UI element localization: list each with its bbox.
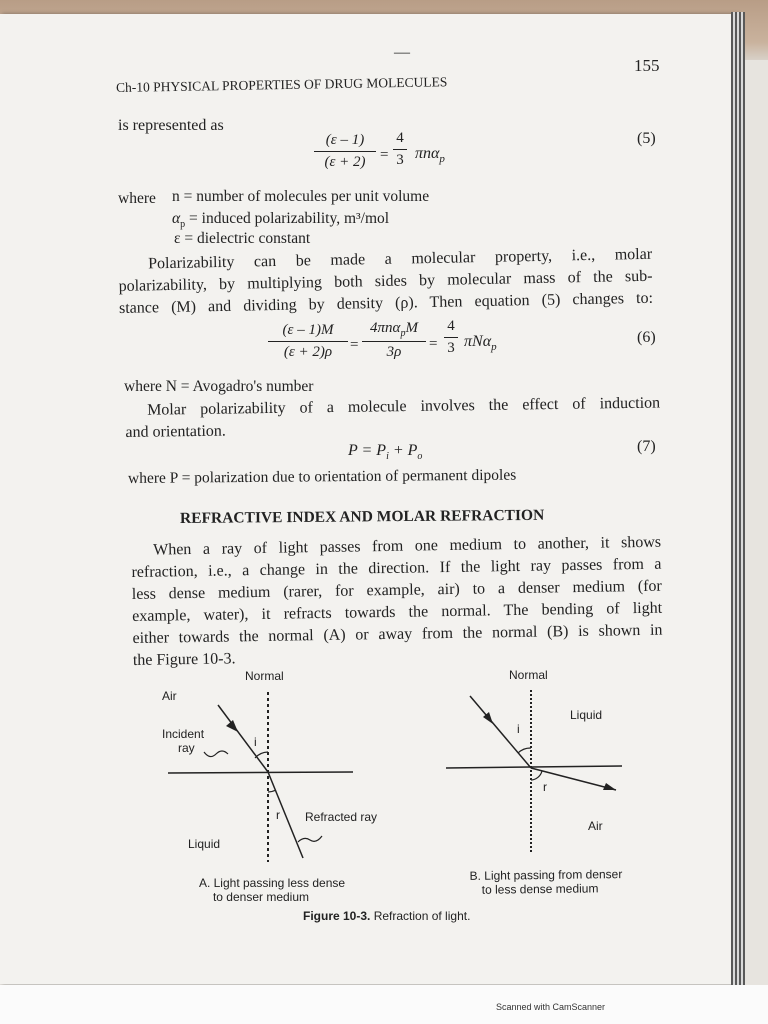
- figure-a-incident-pointer: [204, 751, 228, 757]
- figure-a-angle-r-arc: [268, 790, 276, 792]
- eq6-num3: 4: [444, 318, 458, 338]
- paragraph-molar-polarizability: [125, 393, 661, 444]
- figure-b-diagram: [440, 680, 640, 860]
- figure-b-arrowhead-icon: [603, 783, 616, 790]
- eq6-num2-end: M: [405, 320, 418, 336]
- figure-b-liquid-label: Liquid: [570, 708, 603, 722]
- where-epsilon: ε = dielectric constant: [174, 230, 311, 247]
- eq5-coef-num: 4: [393, 130, 407, 150]
- figure-b-r-label: r: [543, 780, 547, 794]
- para3-line: When a ray of light passes from one medium to another, it shows: [153, 533, 662, 559]
- scan-footer-area: [0, 985, 768, 1024]
- figure-b-caption-line: to less dense medium: [481, 881, 599, 897]
- eq5-equals: =: [380, 147, 389, 163]
- eq5-sub: p: [439, 153, 445, 166]
- para3-line: example, water), it refracts towards the normal. The bending of light: [132, 599, 663, 625]
- page-number: 155: [634, 56, 660, 75]
- intro-text: is represented as: [118, 117, 224, 134]
- figure-b-i-label: i: [517, 722, 520, 736]
- paragraph-refraction: [131, 532, 663, 672]
- figure-b-angle-r-arc: [531, 771, 542, 780]
- figure-b-angle-i-arc: [518, 748, 531, 753]
- where-label: where: [118, 190, 156, 207]
- eq6-den3: 3: [447, 340, 455, 356]
- eq6-num1: (ε – 1)M: [268, 322, 348, 342]
- para1-line: stance (M) and dividing by density (ρ). Then equation (5) changes to:: [118, 289, 654, 317]
- para2-line: Molar polarizability of a molecule involves the effect of induction: [147, 394, 661, 419]
- where-avogadro: where N = Avogadro's number: [124, 378, 314, 395]
- where-n: n = number of molecules per unit volume: [172, 188, 430, 205]
- eq6-sub: p: [491, 341, 497, 354]
- figure-b-normal-label: Normal: [509, 668, 548, 682]
- eq5-rhs: πnα: [415, 145, 440, 162]
- figure-a-normal-label: Normal: [245, 669, 284, 683]
- eq6-den2: 3ρ: [386, 344, 402, 360]
- alpha-definition: = induced polarizability, m³/mol: [185, 210, 390, 227]
- figure-a-caption-line: to denser medium: [212, 890, 310, 904]
- eq5-label: (5): [637, 130, 656, 147]
- figure-a-incident-ray: [218, 705, 268, 772]
- para3-line: the Figure 10-3.: [132, 650, 236, 669]
- eq5-coef-den: 3: [396, 152, 404, 168]
- eq6-rhs: πNα: [464, 333, 492, 350]
- eq5-numerator: (ε – 1): [314, 132, 376, 152]
- figure-b-caption: [448, 867, 644, 897]
- figure-caption: [303, 909, 470, 923]
- eq7-sub-i: i: [386, 451, 389, 463]
- figure-a-refracted-pointer: [298, 836, 322, 842]
- figure-caption-label: Figure 10-3.: [303, 909, 371, 923]
- eq6-num2-sub: p: [400, 328, 406, 339]
- eq7-main: P = P: [348, 442, 387, 459]
- equation-7: [348, 442, 422, 462]
- para3-line: either towards the normal (A) or away from the normal (B) is shown in: [132, 621, 663, 647]
- figure-a-refracted-label: Refracted ray: [305, 810, 378, 824]
- where-alpha: [172, 210, 389, 230]
- eq6-equals-1: =: [350, 337, 359, 353]
- eq6-equals-2: =: [429, 336, 438, 352]
- figure-a-diagram: [150, 680, 370, 870]
- eq7-label: (7): [637, 438, 656, 455]
- para3-line: refraction, i.e., a change in the direction. If the light ray passes from a: [131, 555, 662, 581]
- page-stack-edge: [731, 12, 745, 987]
- eq5-denominator: (ε + 2): [324, 154, 366, 170]
- figure-b-caption-line: B. Light passing from denser: [469, 867, 623, 883]
- alpha-symbol: α: [172, 210, 181, 227]
- eq7-mid: + P: [388, 442, 418, 459]
- figure-b-air-label: Air: [588, 819, 603, 833]
- figure-a-arrowhead-icon: [226, 720, 238, 732]
- figure-a-caption-line: A. Light passing less dense: [198, 876, 346, 890]
- alpha-sub: p: [180, 219, 186, 231]
- figure-b-incident-ray: [470, 696, 531, 768]
- figure-a-incident-label: Incident: [162, 727, 205, 741]
- figure-a-ray-label: ray: [178, 741, 195, 755]
- camscanner-footer: Scanned with CamScanner: [496, 1002, 606, 1012]
- where-polarization: where P = polarization due to orientation of permanent dipoles: [127, 466, 517, 487]
- figure-a-r-label: r: [276, 808, 280, 822]
- figure-a-i-label: i: [254, 735, 257, 749]
- para2-line: and orientation.: [125, 422, 226, 441]
- figure-caption-text: Refraction of light.: [370, 909, 471, 923]
- figure-a-liquid-label: Liquid: [188, 837, 221, 851]
- eq6-den1: (ε + 2)ρ: [283, 344, 333, 360]
- eq7-sub-o: o: [417, 451, 423, 463]
- chapter-header: Ch-10 PHYSICAL PROPERTIES OF DRUG MOLECULES: [115, 74, 448, 95]
- figure-a-caption: [182, 876, 362, 904]
- para1-line: polarizability, by multiplying both sides by molecular mass of the sub-: [118, 267, 653, 295]
- eq6-label: (6): [637, 329, 656, 346]
- section-heading: REFRACTIVE INDEX AND MOLAR REFRACTION: [179, 506, 545, 527]
- figure-a-air-label: Air: [162, 689, 177, 703]
- para1-line: Polarizability can be made a molecular property, i.e., molar: [148, 245, 653, 273]
- figure-b-interface: [446, 766, 622, 768]
- figure-a-interface: [168, 772, 353, 773]
- header-dash: —: [394, 44, 410, 61]
- figure-a-refracted-ray: [268, 772, 303, 858]
- eq6-num2: 4πnα: [370, 320, 401, 336]
- paragraph-polarizability: [118, 244, 653, 320]
- para3-line: less dense medium (rarer, for example, air) to a denser medium (for: [131, 577, 662, 603]
